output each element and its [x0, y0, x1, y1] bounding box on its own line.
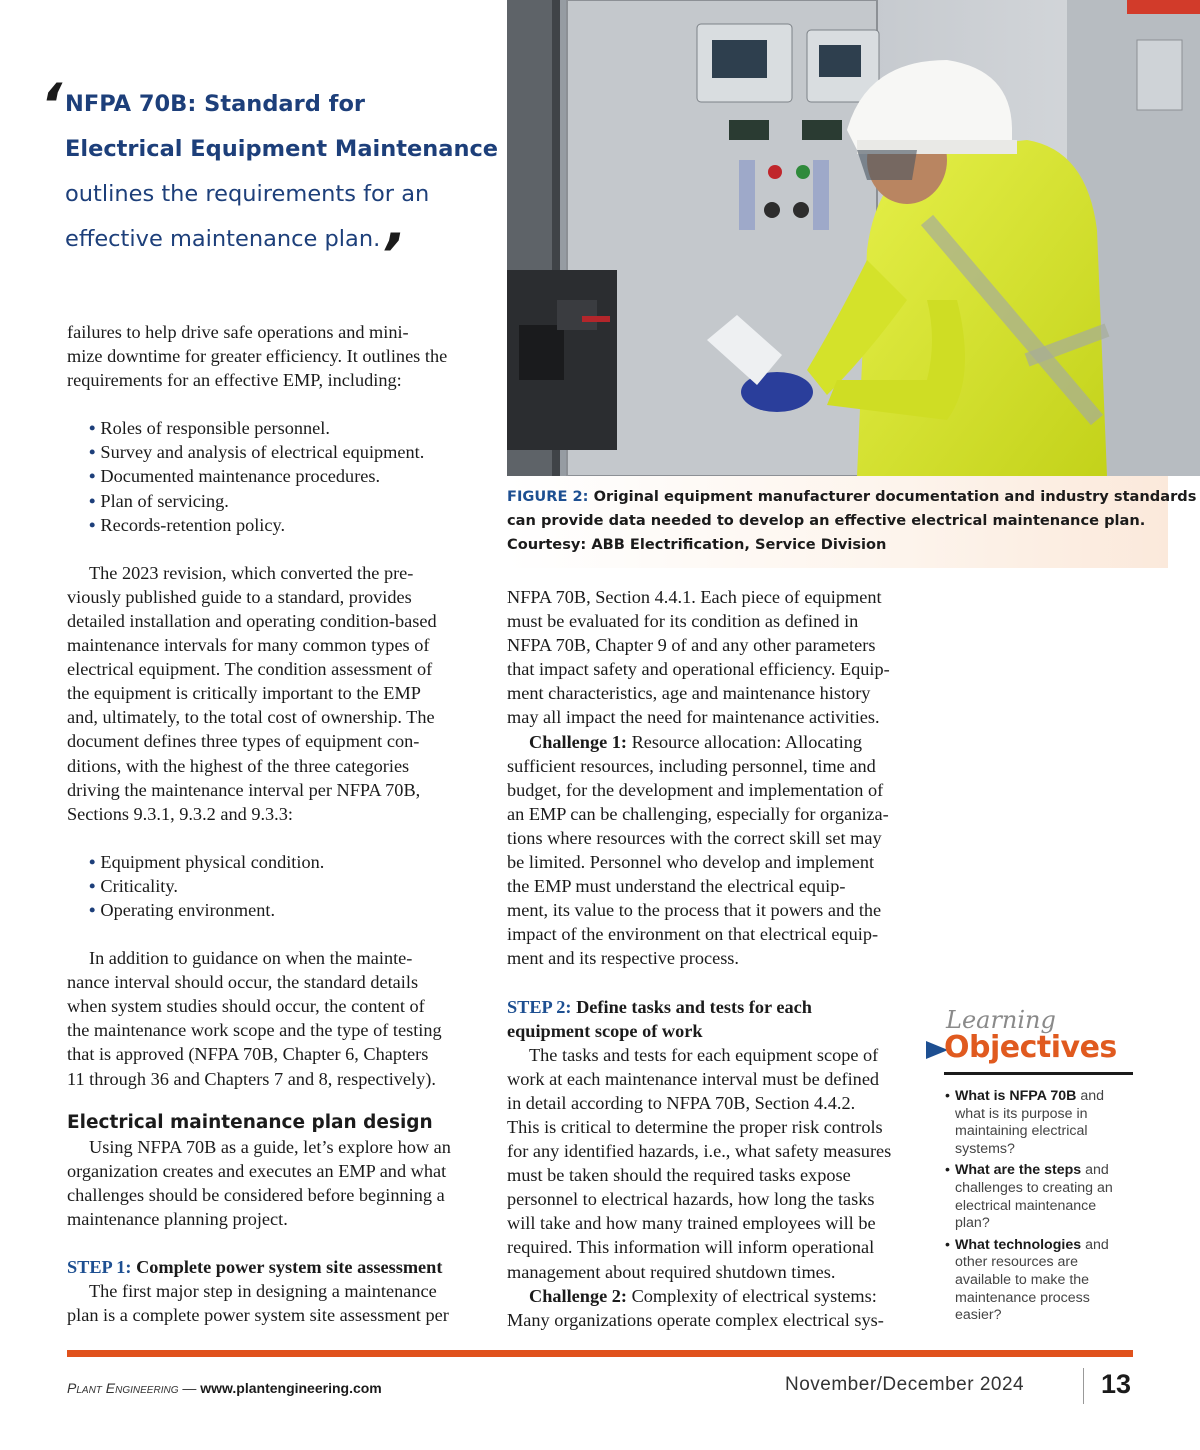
step2-paragraph	[507, 1043, 927, 1284]
publication-name: Plant Engineering	[67, 1380, 179, 1396]
text-line: that impact safety and operational efficiency. Equip-	[507, 659, 890, 680]
bullet-icon: •	[89, 418, 96, 439]
bullet-icon: •	[89, 514, 96, 535]
text-line: Challenge 1: Resource allocation: Allocating	[529, 731, 863, 752]
footer-divider	[1083, 1368, 1084, 1404]
text-line: may all impact the need for maintenance activities.	[507, 707, 880, 728]
text-line: impact of the environment on that electrical equip-	[507, 924, 879, 945]
text-line: This is critical to determine the proper risk controls	[507, 1116, 883, 1137]
text-line: must be evaluated for its condition as defined in	[507, 611, 859, 632]
list-item: • Survey and analysis of electrical equipment.	[89, 442, 425, 463]
page-number: 13	[1101, 1369, 1132, 1399]
text-line: requirements for an effective EMP, including:	[67, 370, 402, 391]
intro-paragraph	[67, 320, 487, 392]
close-quote-mark: ’	[380, 221, 403, 289]
list-item: • Equipment physical condition.	[89, 851, 325, 872]
text-line: must be taken should the required tasks expose	[507, 1165, 851, 1186]
figure-caption	[507, 485, 1196, 557]
caption-line-2: can provide data needed to develop an effective electrical maintenance plan.	[507, 512, 1146, 529]
footer-publication: Plant Engineering — www.plantengineering.com	[67, 1380, 382, 1396]
objective-item: • What technologies and other resources are available to make the maintenance process easier?	[945, 1236, 1109, 1324]
caption-line-1: FIGURE 2: Original equipment manufacturer documentation and industry standards	[507, 488, 1197, 505]
text-line: the equipment is critically important to the EMP	[67, 683, 421, 704]
text-line: organization creates and executes an EMP and what	[67, 1160, 447, 1181]
text-line: mize downtime for greater efficiency. It outlines the	[67, 346, 448, 367]
website-link[interactable]: www.plantengineering.com	[200, 1380, 382, 1396]
learning-objectives-title-top: Learning	[946, 1006, 1056, 1034]
guidance-paragraph	[67, 946, 487, 1091]
text-line: In addition to guidance on when the mainte-	[89, 948, 413, 969]
text-line: viously published guide to a standard, provides	[67, 586, 412, 607]
text-line: Using NFPA 70B as a guide, let’s explore how an	[89, 1136, 451, 1157]
list-item: • Roles of responsible personnel.	[89, 418, 330, 439]
text-line: challenges should be considered before beginning a	[67, 1184, 445, 1205]
text-line: budget, for the development and implementation of	[507, 779, 884, 800]
left-column	[67, 320, 487, 1327]
pull-quote-line-2: Electrical Equipment Maintenance	[65, 136, 499, 162]
caption-credit: Courtesy: ABB Electrification, Service Division	[507, 536, 887, 553]
pull-quote-line-3: outlines the requirements for an	[65, 181, 430, 207]
challenge-label: Challenge 1:	[529, 731, 628, 752]
text-line: maintenance intervals for many common types of	[67, 635, 430, 656]
text-line: an EMP can be challenging, especially for organiza-	[507, 803, 889, 824]
text-line: driving the maintenance interval per NFPA 70B,	[67, 779, 421, 800]
equipment-conditions-list	[67, 850, 487, 922]
bullet-icon: •	[89, 851, 96, 872]
learning-objectives-rule	[944, 1072, 1133, 1075]
text-line: electrical equipment. The condition assessment of	[67, 659, 433, 680]
text-line: when system studies should occur, the content of	[67, 996, 425, 1017]
text-line: NFPA 70B, Section 4.4.1. Each piece of equipment	[507, 587, 882, 607]
text-line: The 2023 revision, which converted the pre-	[89, 562, 414, 583]
text-line: be limited. Personnel who develop and implement	[507, 852, 875, 873]
challenge-label: Challenge 2:	[529, 1285, 628, 1306]
step1-heading: STEP 1: Complete power system site assessment	[67, 1257, 443, 1277]
text-line: sufficient resources, including personnel, time and	[507, 755, 876, 776]
text-line: ment, its value to the process that it powers and the	[507, 900, 882, 921]
challenge1-paragraph	[507, 730, 927, 971]
step-label: STEP 1:	[67, 1257, 132, 1277]
list-item: • Plan of servicing.	[89, 490, 229, 511]
bullet-icon: •	[89, 490, 96, 511]
bullet-icon: •	[945, 1088, 950, 1104]
text-line: NFPA 70B, Chapter 9 of and any other parameters	[507, 635, 876, 656]
list-item: • Records-retention policy.	[89, 514, 286, 535]
list-item: • Criticality.	[89, 875, 178, 896]
text-line: will take and how many trained employees will be	[507, 1213, 876, 1234]
list-item: • Operating environment.	[89, 899, 276, 920]
text-line: The first major step in designing a maintenance	[89, 1281, 437, 1302]
text-line: tions where resources with the correct skill set may	[507, 827, 882, 848]
text-line: document defines three types of equipment con-	[67, 731, 420, 752]
challenge2-paragraph	[507, 1284, 927, 1332]
learning-objectives-title: Objectives	[944, 1030, 1117, 1065]
text-line: failures to help drive safe operations and mini-	[67, 322, 409, 342]
step-label: STEP 2:	[507, 996, 572, 1017]
middle-column	[507, 585, 927, 1332]
assessment-paragraph	[507, 585, 927, 730]
text-line: the maintenance work scope and the type of testing	[67, 1020, 442, 1041]
text-line: plan is a complete power system site assessment per	[67, 1305, 449, 1326]
open-quote-mark: ‘	[40, 71, 63, 139]
pull-quote-line-4: effective maintenance plan.	[65, 226, 381, 252]
text-line: ment and its respective process.	[507, 948, 739, 969]
text-line: Sections 9.3.1, 9.3.2 and 9.3.3:	[67, 803, 293, 824]
text-line: Many organizations operate complex electrical sys-	[507, 1309, 884, 1330]
section-heading: Electrical maintenance plan design	[67, 1111, 433, 1133]
pull-quote-line-1: NFPA 70B: Standard for	[65, 91, 365, 117]
text-line: required. This information will inform operational	[507, 1237, 875, 1258]
bullet-icon: •	[89, 899, 96, 920]
bullet-icon: •	[945, 1236, 950, 1253]
objective-item: • What are the steps and challenges to creating an electrical maintenance plan?	[945, 1162, 1113, 1232]
text-line: ditions, with the highest of the three categories	[67, 755, 410, 776]
text-line: and, ultimately, to the total cost of ownership. The	[67, 707, 435, 728]
text-line: ment characteristics, age and maintenance history	[507, 683, 871, 704]
text-line: maintenance planning project.	[67, 1208, 288, 1229]
text-line: that is approved (NFPA 70B, Chapter 6, Chapters	[67, 1044, 429, 1065]
text-line: The tasks and tests for each equipment scope of	[529, 1044, 879, 1065]
text-line: detailed installation and operating condition-based	[67, 610, 437, 631]
bullet-icon: •	[89, 875, 96, 896]
text-line: 11 through 36 and Chapters 7 and 8, respectively).	[67, 1068, 436, 1089]
text-line: management about required shutdown times.	[507, 1261, 836, 1282]
learning-objectives-list	[944, 1088, 1134, 1329]
text-line: for any identified hazards, i.e., what safety measures	[507, 1141, 892, 1162]
list-item: • Documented maintenance procedures.	[89, 466, 381, 487]
revision-paragraph	[67, 561, 487, 826]
issue-date: November/December 2024	[785, 1374, 1025, 1395]
equipment-photo	[507, 0, 1200, 476]
text-line: Challenge 2: Complexity of electrical systems:	[529, 1285, 877, 1306]
technician-at-switchgear-image	[507, 0, 1200, 476]
plan-design-paragraph	[67, 1135, 487, 1231]
step1-paragraph	[67, 1279, 487, 1327]
bullet-icon: •	[89, 466, 96, 487]
text-line: personnel to electrical hazards, how long the tasks	[507, 1189, 875, 1210]
figure-label: FIGURE 2:	[507, 488, 589, 505]
bullet-icon: •	[945, 1162, 950, 1179]
emp-requirements-list	[67, 416, 487, 536]
text-line: in detail according to NFPA 70B, Section 4.4.2.	[507, 1092, 856, 1113]
text-line: work at each maintenance interval must be defined	[507, 1068, 880, 1089]
objective-item: • What is NFPA 70B and what is its purpose in maintaining electrical systems?	[945, 1088, 1105, 1157]
footer-rule	[67, 1350, 1133, 1357]
step2-heading: STEP 2: Define tasks and tests for each equipment scope of work	[507, 996, 812, 1041]
text-line: nance interval should occur, the standard details	[67, 972, 419, 993]
bullet-icon: •	[89, 442, 96, 463]
text-line: the EMP must understand the electrical equip-	[507, 876, 846, 897]
